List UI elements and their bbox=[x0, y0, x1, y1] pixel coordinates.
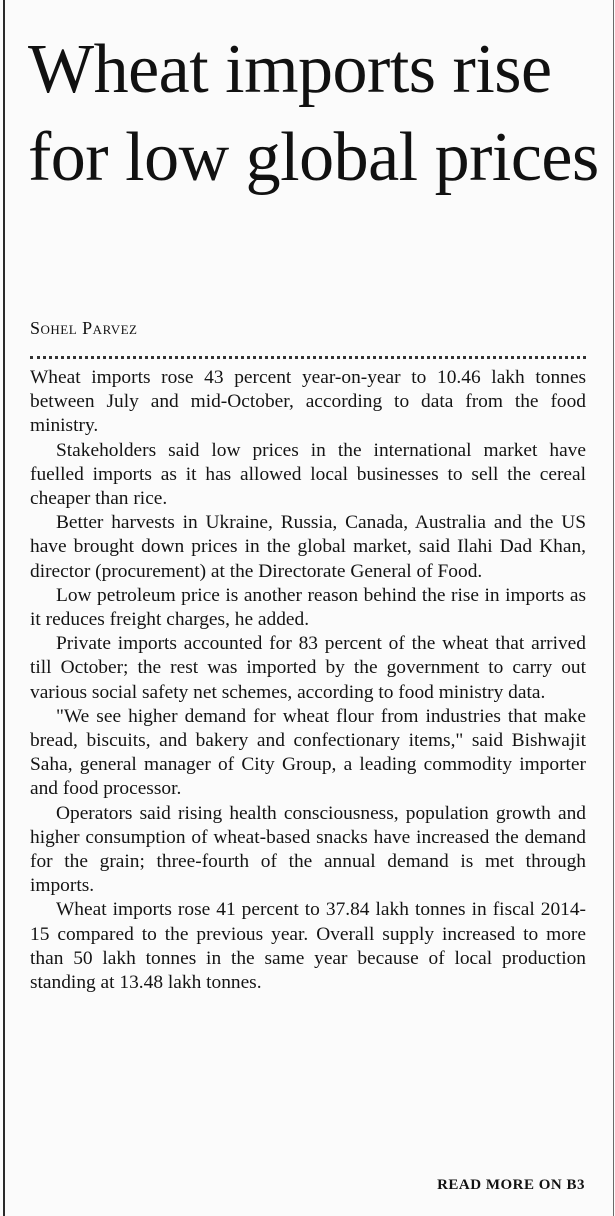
paragraph: Wheat imports rose 41 percent to 37.84 lakh tonnes in fiscal 2014-15 compared to the previous year. Overall supply increased to more than 50 lakh tonnes in the same year because of local production standing at 13.48 lakh tonnes. bbox=[30, 899, 586, 994]
read-more-link[interactable]: READ MORE ON B3 bbox=[437, 1177, 585, 1193]
paragraph: Wheat imports rose 43 percent year-on-year to 10.46 lakh tonnes between July and mid-October, according to data from the food ministry. bbox=[30, 367, 586, 437]
column-border-left bbox=[3, 0, 5, 1216]
article-body bbox=[30, 366, 586, 995]
paragraph: Low petroleum price is another reason behind the rise in imports as it reduces freight charges, he added. bbox=[30, 584, 586, 631]
paragraph: Private imports accounted for 83 percent of the wheat that arrived till October; the rest was imported by the government to carry out various social safety net schemes, according to food ministry data. bbox=[30, 633, 586, 703]
paragraph: Better harvests in Ukraine, Russia, Canada, Australia and the US have brought down prices in the global market, said Ilahi Dad Khan, director (procurement) at the Directorate General of Food. bbox=[30, 512, 586, 582]
dotted-divider bbox=[30, 356, 586, 359]
paragraph: Operators said rising health consciousness, population growth and higher consumption of wheat-based snacks have increased the demand for the grain; three-fourth of the annual demand is met through imports. bbox=[30, 802, 586, 897]
paragraph: Stakeholders said low prices in the international market have fuelled imports as it has allowed local businesses to sell the cereal cheaper than rice. bbox=[30, 439, 586, 510]
headline: Wheat imports rise for low global prices bbox=[28, 31, 599, 196]
paragraph: "We see higher demand for wheat flour from industries that make bread, biscuits, and bakery and confectionary items," said Bishwajit Saha, general manager of City Group, a leading commodity importer and food processor. bbox=[30, 705, 586, 800]
column-border-right bbox=[613, 0, 614, 1216]
byline: Sohel Parvez bbox=[30, 318, 138, 338]
